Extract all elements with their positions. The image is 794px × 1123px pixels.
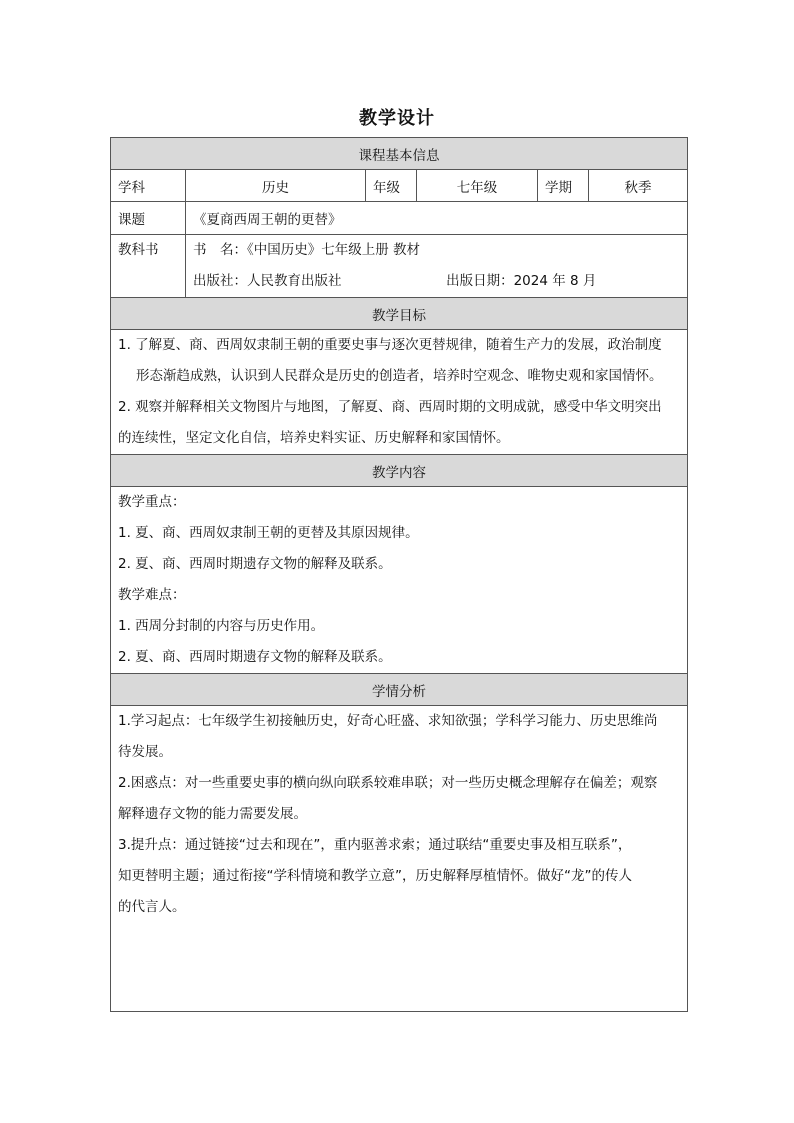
analysis-3-line-1: 3.提升点：通过链接“过去和现在”，重内驱善求索；通过联结“重要史事及相互联系”， [118,837,632,853]
term-label: 学期 [538,170,589,202]
analysis-blank-space [118,923,680,1011]
difficult-point-1: 1. 西周分封制的内容与历史作用。 [118,618,325,634]
analysis-body [111,706,688,1012]
textbook-info [186,235,688,298]
objectives-header: 教学目标 [111,298,688,330]
analysis-3-line-2: 知更替明主题；通过衔接“学科情境和教学立意”，历史解释厚植情怀。做好“龙”的传人 [118,868,632,884]
content-body [111,487,688,674]
analysis-1-line-1: 1.学习起点：七年级学生初接触历史，好奇心旺盛、求知欲强；学科学习能力、历史思维尚 [118,713,658,729]
analysis-header-row [111,674,688,706]
analysis-header: 学情分析 [111,674,688,706]
difficult-points-label: 教学难点： [118,587,186,603]
book-name: 书 名：《中国历史》七年级上册 教材 [193,242,421,258]
document-title: 教学设计 [359,108,435,129]
term-value: 秋季 [589,170,688,202]
textbook-label-cell [111,235,186,298]
key-point-2: 2. 夏、商、西周时期遗存文物的解释及联系。 [118,556,392,572]
grade-value: 七年级 [417,170,538,202]
analysis-2-line-2: 解释遗存文物的能力需要发展。 [118,806,307,822]
objectives-body-row [111,330,688,455]
basic-info-header: 课程基本信息 [111,138,688,170]
publisher-line [193,266,680,297]
textbook-label: 教科书 [118,242,159,258]
key-point-1: 1. 夏、商、西周奴隶制王朝的更替及其原因规律。 [118,525,419,541]
content-body-row [111,487,688,674]
subject-label: 学科 [111,170,186,202]
key-points-label: 教学重点： [118,494,186,510]
analysis-3-line-3: 的代言人。 [118,899,186,915]
textbook-row [111,235,688,298]
analysis-1-line-2: 待发展。 [118,744,172,760]
lesson-label: 课题 [111,202,186,235]
difficult-point-2: 2. 夏、商、西周时期遗存文物的解释及联系。 [118,649,392,665]
lesson-value: 《夏商西周王朝的更替》 [186,202,688,235]
objectives-body [111,330,688,455]
content-header: 教学内容 [111,455,688,487]
analysis-2-line-1: 2.困惑点：对一些重要史事的横向纵向联系较难串联；对一些历史概念理解存在偏差；观察 [118,775,658,791]
objective-2-line-2: 的连续性，坚定文化自信，培养史料实证、历史解释和家国情怀。 [118,430,510,446]
objective-1-line-1: 1. 了解夏、商、西周奴隶制王朝的重要史事与逐次更替规律，随着生产力的发展，政治制度 [118,337,662,353]
objective-2-line-1: 2. 观察并解释相关文物图片与地图，了解夏、商、西周时期的文明成就，感受中华文明突出 [118,399,662,415]
lesson-row [111,202,688,235]
objective-1-line-2: 形态渐趋成熟，认识到人民群众是历史的创造者，培养时空观念、唯物史观和家国情怀。 [136,368,663,384]
analysis-body-row [111,706,688,1012]
content-header-row [111,455,688,487]
grade-label: 年级 [366,170,417,202]
lesson-plan-table [110,137,688,1012]
publication-date: 出版日期：2024 年 8 月 [446,273,597,289]
publisher: 出版社：人民教育出版社 [193,273,342,289]
subject-grade-term-row [111,170,688,202]
basic-info-header-row [111,138,688,170]
objectives-header-row [111,298,688,330]
subject-value: 历史 [186,170,366,202]
